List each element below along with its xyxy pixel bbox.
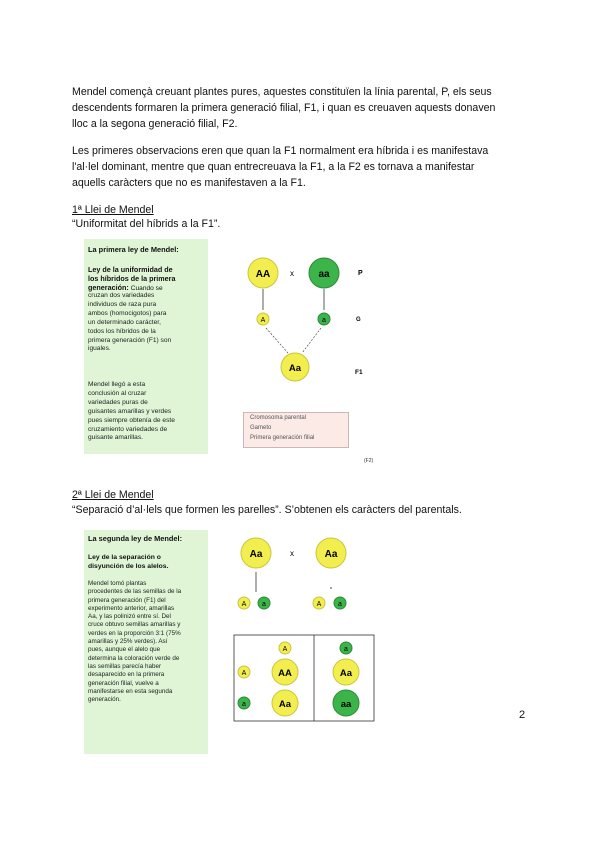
intro-line: Mendel començà creuant plantes pures, aquestes constituïen la línia parental, P, els seus <box>72 86 492 98</box>
observations-line: aquells caràcters que no es manifestaven a la F1. <box>72 177 306 189</box>
law1-box-title: La primera ley de Mendel: <box>88 245 179 254</box>
gen-label-G: G <box>356 317 361 323</box>
law1-footer-tag: (F2) <box>364 458 374 464</box>
allele-label: AA <box>278 668 292 679</box>
law1-legend <box>243 412 349 448</box>
allele-label: Aa <box>249 549 263 560</box>
observations-paragraph <box>72 143 522 191</box>
law1-textbox <box>84 239 208 454</box>
intro-line: lloc a la segona generació filial, F2. <box>72 118 238 130</box>
gamete-label: a <box>322 317 326 324</box>
allele-label: Aa <box>339 668 353 679</box>
page-number: 2 <box>519 709 526 721</box>
allele-label: Aa <box>288 363 302 374</box>
allele-label: AA <box>255 269 271 280</box>
gamete-label: a <box>344 646 348 653</box>
law1-heading: 1ª Llei de Mendel <box>72 204 154 216</box>
allele-label: Aa <box>278 699 292 710</box>
cross-symbol: x <box>290 549 294 558</box>
allele-label: Aa <box>324 549 338 560</box>
law1-box-text2: Mendel llegó a esta conclusión al cruzar variedades puras de guisantes amarillas y verdes pues siempre obtenía de este cruzamiento variedades de guisante amarillas. <box>88 381 175 442</box>
law2-textbox <box>84 530 208 754</box>
law1-quote: “Uniformitat del híbrids a la F1”. <box>72 218 221 230</box>
gamete-label: a <box>242 701 246 708</box>
law2-cross-diagram <box>230 535 380 725</box>
gamete-label: A <box>241 670 247 677</box>
gamete-label: A <box>316 601 322 608</box>
allele-label: aa <box>318 269 330 280</box>
law2-heading: 2ª Llei de Mendel <box>72 489 154 501</box>
law1-box-text: cruzan dos variedades individuos de raza pura ambos (homocigotos) para un determinado carácter, todos los híbridos de la primera generación (F1) son iguales. <box>88 292 172 353</box>
legend-item: Gameto <box>250 425 272 431</box>
law2-box-title: La segunda ley de Mendel: <box>88 534 183 543</box>
observations-line: Les primeres observacions eren que quan la F1 normalment era híbrida i es manifestava <box>72 145 489 157</box>
law2-quote: “Separació d’al·lels que formen les parelles”. S’obtenen els caràcters del parentals. <box>72 504 462 516</box>
allele-label: aa <box>340 699 352 710</box>
law1-box-subtitle: Ley de la uniformidad de los híbridos de la primera generación: Cuando se <box>88 265 176 292</box>
law2-box-text: Mendel tomó plantas procedentes de las semillas de la primera generación (F1) del experimento anterior, amarillas Aa, y las polinizó entre sí. Del cruce obtuvo semillas amarillas y verdes en la proporción 3:1 (75% amarillas y 25% verdes). Así pues, aunque el alelo que determina la coloración verde de las semillas parecía haber desaparecido en la primera generación filial, vuelve a manifestarse en esta segunda generación. <box>88 580 182 704</box>
gamete-label: a <box>338 601 342 608</box>
intro-line: descendents formaren la primera generació filial, F1, i quan es creuaven aquests donaven <box>72 102 496 114</box>
observations-line: l'al·lel dominant, mentre que quan entrecreuava la F1, a la F2 es tornava a manifestar <box>72 161 475 173</box>
law1-cross-diagram <box>230 250 390 390</box>
cross-symbol: x <box>290 269 294 278</box>
gamete-label: A <box>260 317 266 324</box>
gamete-label: A <box>282 646 288 653</box>
legend-item: Primera generación filial <box>250 435 315 441</box>
intro-paragraph <box>72 84 522 132</box>
gen-label-P: P <box>358 270 363 277</box>
gamete-label: A <box>241 601 247 608</box>
law2-box-subtitle: Ley de la separación o disyunción de los alelos. <box>88 554 169 570</box>
gen-label-F1: F1 <box>355 369 363 376</box>
legend-item: Cromosoma parental <box>250 415 307 421</box>
gamete-label: a <box>262 601 266 608</box>
